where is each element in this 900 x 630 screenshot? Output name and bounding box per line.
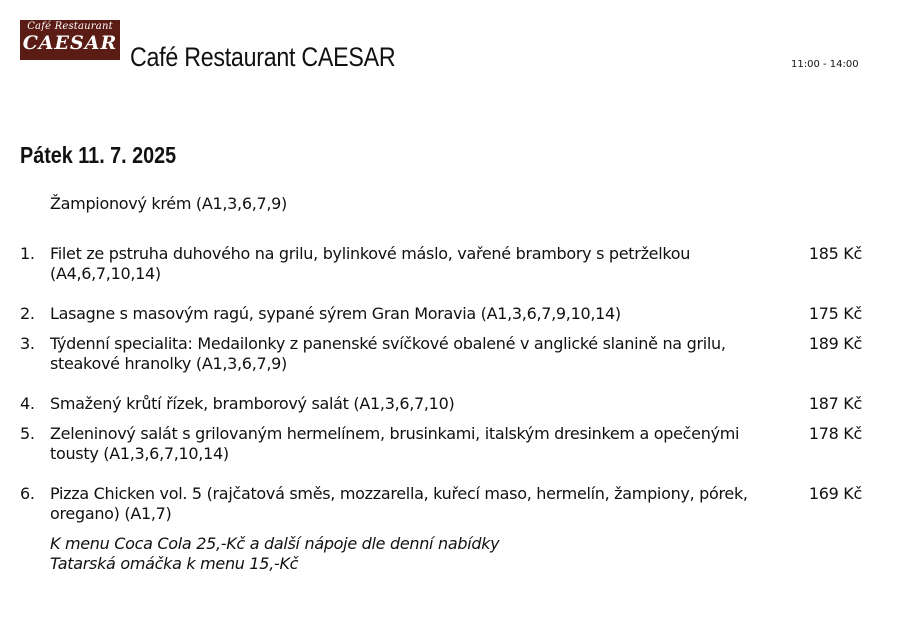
menu-item-number: 3. xyxy=(20,334,35,353)
menu-item-price: 185 Kč xyxy=(808,244,862,263)
menu-item-number: 6. xyxy=(20,484,35,503)
menu-item-price: 178 Kč xyxy=(808,424,862,443)
menu-item-description: Lasagne s masovým ragú, sypané sýrem Gran Moravia (A1,3,6,7,9,10,14) xyxy=(50,304,621,323)
menu-item-number: 5. xyxy=(20,424,35,443)
menu-note-drinks: K menu Coca Cola 25,-Kč a další nápoje dle denní nabídky xyxy=(50,534,500,553)
menu-item-description: Zeleninový salát s grilovaným hermelínem, brusinkami, italským dresinkem a opečenými tousty (A1,3,6,7,10,14) xyxy=(50,424,740,463)
menu-note-sauce: Tatarská omáčka k menu 15,-Kč xyxy=(50,554,299,573)
menu-item-price: 189 Kč xyxy=(808,334,862,353)
opening-hours: 11:00 - 14:00 xyxy=(791,59,859,70)
menu-item-number: 4. xyxy=(20,394,35,413)
logo-line-caesar: CAESAR xyxy=(22,32,118,54)
menu-item-number: 1. xyxy=(20,244,35,263)
soup-of-the-day: Žampionový krém (A1,3,6,7,9) xyxy=(50,194,287,213)
menu-item-price: 175 Kč xyxy=(808,304,862,323)
menu-item-number: 2. xyxy=(20,304,35,323)
restaurant-logo xyxy=(20,20,120,60)
page-title: Café Restaurant CAESAR xyxy=(130,42,396,72)
menu-date-heading: Pátek 11. 7. 2025 xyxy=(20,142,177,168)
menu-item-price: 169 Kč xyxy=(808,484,862,503)
logo-line-cafe-restaurant: Café Restaurant xyxy=(27,21,113,32)
menu-item-price: 187 Kč xyxy=(808,394,862,413)
menu-item-description: Filet ze pstruha duhového na grilu, bylinkové máslo, vařené brambory s petrželkou (A4,6,7,10,14) xyxy=(50,244,691,283)
menu-item-description: Týdenní specialita: Medailonky z panenské svíčkové obalené v anglické slanině na grilu, steakové hranolky (A1,3,6,7,9) xyxy=(50,334,726,373)
menu-item-description: Smažený krůtí řízek, bramborový salát (A1,3,6,7,10) xyxy=(50,394,455,413)
menu-item-description: Pizza Chicken vol. 5 (rajčatová směs, mozzarella, kuřecí maso, hermelín, žampiony, pórek, oregano) (A1,7) xyxy=(50,484,748,523)
